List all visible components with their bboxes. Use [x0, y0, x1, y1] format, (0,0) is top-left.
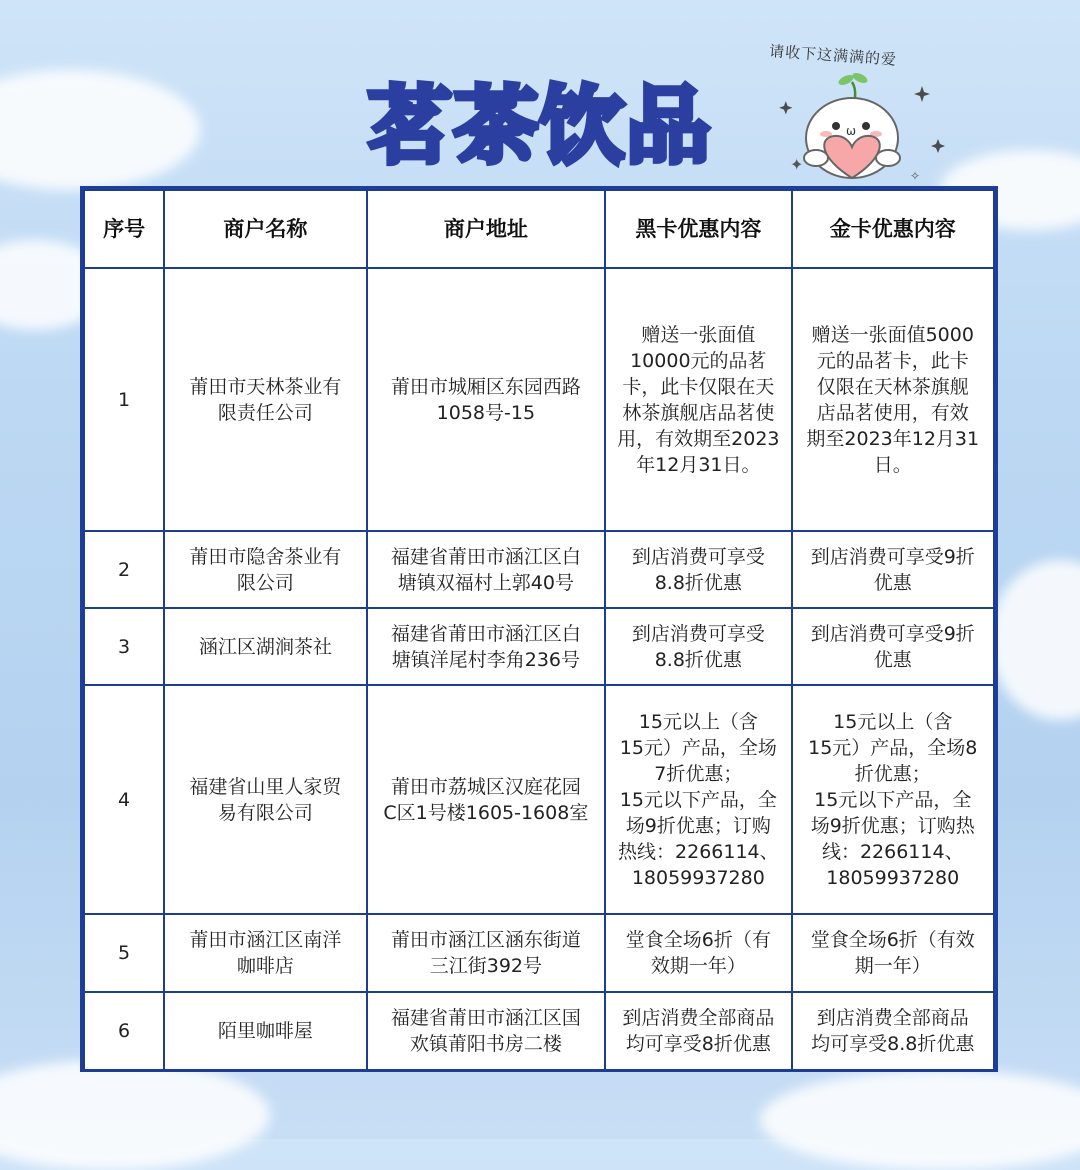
merchant-table-frame: [80, 186, 998, 1072]
cell-address: 福建省莆田市涵江区国 欢镇莆阳书房二楼: [367, 992, 606, 1070]
cell-name: 莆田市涵江区南洋 咖啡店: [164, 914, 366, 992]
cell-black-offer: 到店消费可享受 8.8折优惠: [605, 531, 791, 608]
cell-black-offer: 15元以上（含 15元）产品，全场 7折优惠； 15元以下产品，全 场9折优惠；订购 热线：2266114、 18059937280: [605, 685, 791, 914]
cell-name: 莆田市隐舍茶业有 限公司: [164, 531, 366, 608]
cell-gold-offer: 到店消费全部商品 均可享受8.8折优惠: [792, 992, 994, 1070]
svg-text:✦: ✦: [790, 155, 804, 174]
cloud-decoration: [990, 560, 1080, 720]
cell-gold-offer: 到店消费可享受9折 优惠: [792, 531, 994, 608]
cloud-decoration: [0, 70, 200, 190]
cell-black-offer: 赠送一张面值 10000元的品茗 卡，此卡仅限在天 林茶旗舰店品茗使 用，有效期至2023 年12月31日。: [605, 268, 791, 531]
table-row: [84, 608, 994, 685]
svg-text:✧: ✧: [910, 169, 921, 183]
cell-no: 4: [84, 685, 164, 914]
cloud-decoration: [760, 1070, 1080, 1170]
mascot-icon: [760, 40, 960, 190]
table-row: [84, 914, 994, 992]
cell-gold-offer: 15元以上（含 15元）产品，全场8 折优惠； 15元以下产品，全 场9折优惠；订购热 线：2266114、 18059937280: [792, 685, 994, 914]
cell-black-offer: 到店消费可享受 8.8折优惠: [605, 608, 791, 685]
table-row: [84, 531, 994, 608]
cell-no: 1: [84, 268, 164, 531]
table-row: [84, 268, 994, 531]
cell-name: 莆田市天林茶业有 限责任公司: [164, 268, 366, 531]
cell-name: 涵江区湖涧茶社: [164, 608, 366, 685]
cell-name: 福建省山里人家贸 易有限公司: [164, 685, 366, 914]
table-row: [84, 685, 994, 914]
cell-black-offer: 堂食全场6折（有 效期一年）: [605, 914, 791, 992]
cell-no: 6: [84, 992, 164, 1070]
header-name: 商户名称: [164, 190, 366, 268]
header-address: 商户地址: [367, 190, 606, 268]
cell-address: 莆田市涵江区涵东街道 三江街392号: [367, 914, 606, 992]
cell-name: 陌里咖啡屋: [164, 992, 366, 1070]
cell-black-offer: 到店消费全部商品 均可享受8折优惠: [605, 992, 791, 1070]
cell-gold-offer: 赠送一张面值5000 元的品茗卡，此卡 仅限在天林茶旗舰 店品茗使用，有效 期至2023年12月31 日。: [792, 268, 994, 531]
cell-no: 5: [84, 914, 164, 992]
cell-address: 莆田市荔城区汉庭花园 C区1号楼1605-1608室: [367, 685, 606, 914]
header-no: 序号: [84, 190, 164, 268]
page-title: 茗茶饮品: [367, 77, 712, 175]
table-row: [84, 992, 994, 1070]
cell-address: 福建省莆田市涵江区白 塘镇双福村上郭40号: [367, 531, 606, 608]
cell-address: 莆田市城厢区东园西路 1058号-15: [367, 268, 606, 531]
cloud-decoration: [0, 1060, 270, 1170]
cell-gold-offer: 到店消费可享受9折 优惠: [792, 608, 994, 685]
cell-address: 福建省莆田市涵江区白 塘镇洋尾村李角236号: [367, 608, 606, 685]
cell-no: 2: [84, 531, 164, 608]
merchant-table: [83, 189, 995, 1071]
table-header-row: [84, 190, 994, 268]
cell-gold-offer: 堂食全场6折（有效 期一年）: [792, 914, 994, 992]
header-black-card: 黑卡优惠内容: [605, 190, 791, 268]
slogan-text: 请收下这满满的爱: [768, 41, 898, 69]
header-gold-card: 金卡优惠内容: [792, 190, 994, 268]
mascot-face: ω: [845, 124, 857, 138]
cell-no: 3: [84, 608, 164, 685]
